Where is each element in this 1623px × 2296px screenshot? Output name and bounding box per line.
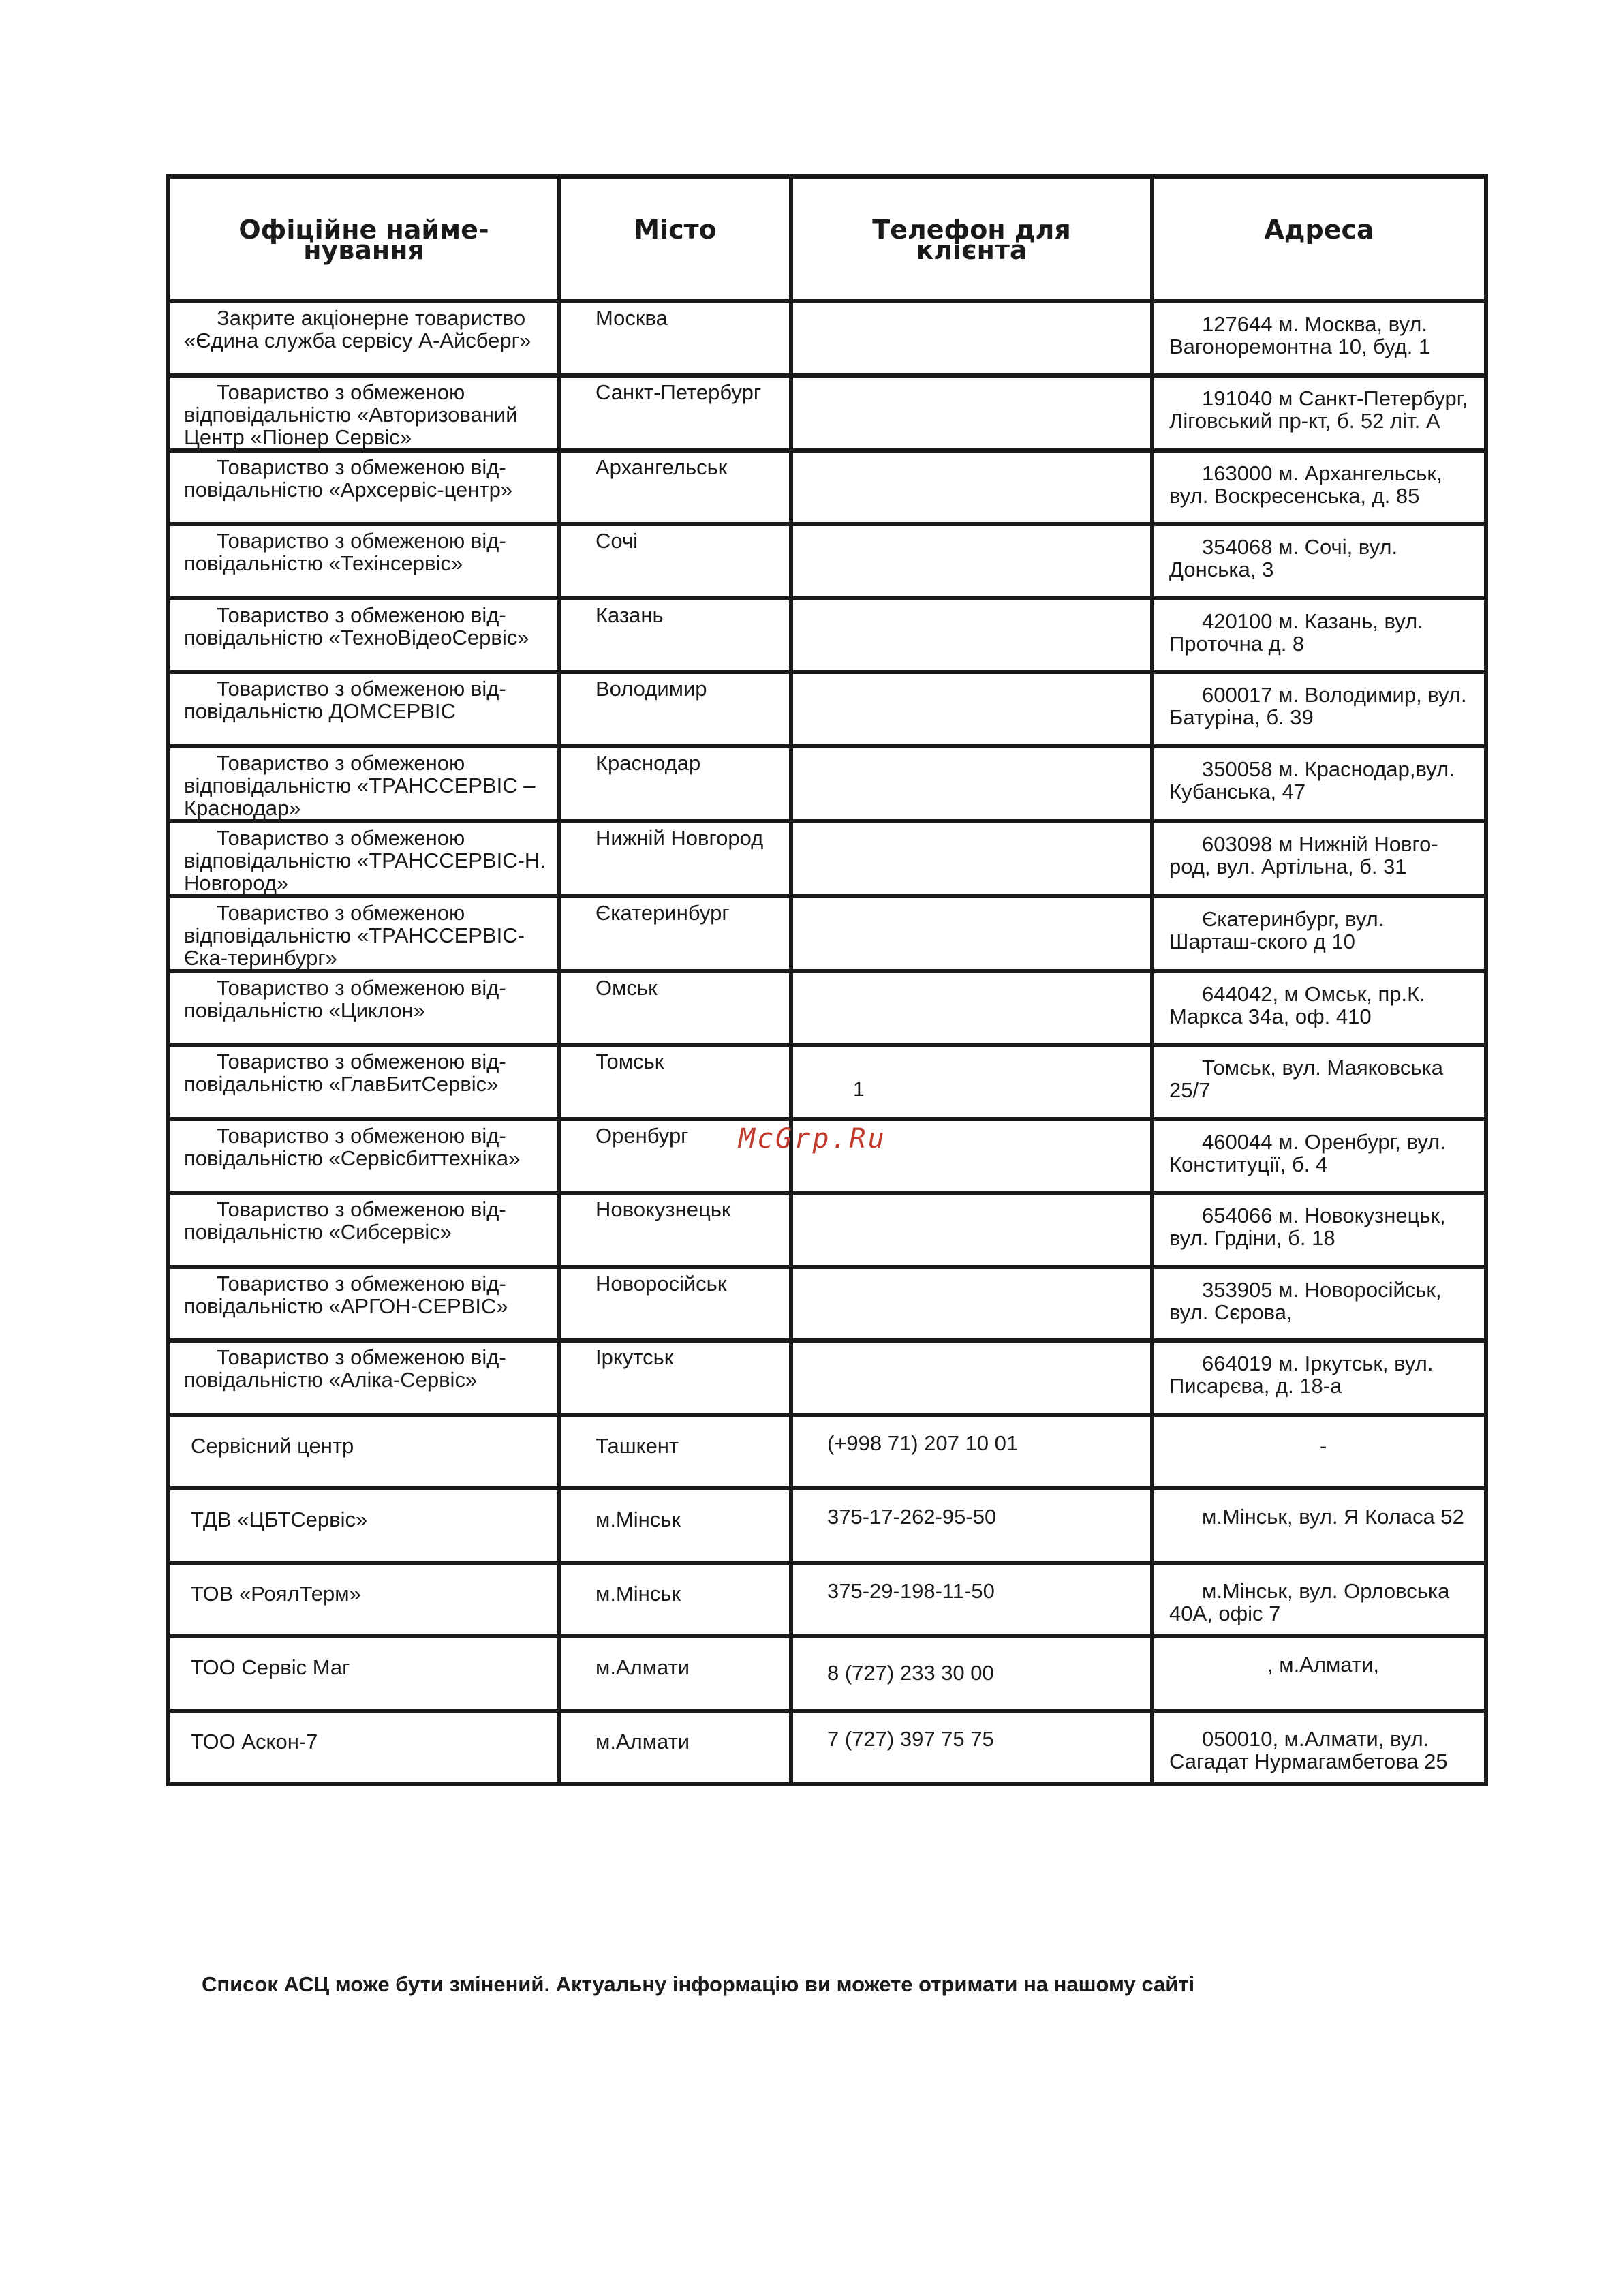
cell-phone: (+998 71) 207 10 01 xyxy=(791,1415,1152,1489)
cell-city: Архангельськ xyxy=(559,450,791,525)
cell-phone: 375-29-198-11-50 xyxy=(791,1563,1152,1637)
cell-phone xyxy=(791,524,1152,598)
cell-address: 600017 м. Володимир, вул. Батуріна, б. 39 xyxy=(1152,672,1486,746)
cell-address: 353905 м. Новоросійськ, вул. Сєрова, xyxy=(1152,1267,1486,1341)
table-row xyxy=(168,524,1486,598)
cell-address: 654066 м. Новокузнецьк, вул. Грдіни, б. 18 xyxy=(1152,1193,1486,1267)
table-row xyxy=(168,1488,1486,1563)
cell-name: Закрите акціонерне товариство «Єдина служба сервісу А-Айсберг» xyxy=(168,301,559,376)
cell-name: Товариство з обмеженою від-повідальністю «Техінсервіс» xyxy=(168,524,559,598)
cell-name: ТОО Сервіс Маг xyxy=(168,1636,559,1711)
cell-address: 191040 м Санкт-Петербург, Лiговський пр-кт, б. 52 лiт. А xyxy=(1152,376,1486,450)
cell-phone xyxy=(791,598,1152,673)
cell-name: Товариство з обмеженою від-повідальністю «Сервісбиттехніка» xyxy=(168,1119,559,1193)
cell-city: м.Алмати xyxy=(559,1636,791,1711)
table-row xyxy=(168,1267,1486,1341)
cell-address: 050010, м.Алмати, вул. Сагадат Нурмагамбетова 25 xyxy=(1152,1711,1486,1785)
cell-city: Іркутськ xyxy=(559,1341,791,1415)
header-phone: Телефон для клієнта xyxy=(791,177,1152,301)
header-name: Офіційне найме- нування xyxy=(168,177,559,301)
cell-address: м.Мінськ, вул. Я Коласа 52 xyxy=(1152,1488,1486,1563)
cell-phone xyxy=(791,1341,1152,1415)
service-centers-table xyxy=(166,174,1488,1786)
cell-city: м.Алмати xyxy=(559,1711,791,1785)
cell-phone xyxy=(791,301,1152,376)
cell-name: Товариство з обмеженою від-повідальністю «АРГОН-СЕРВІС» xyxy=(168,1267,559,1341)
cell-address: Томськ, вул. Маяковська 25/7 xyxy=(1152,1045,1486,1119)
cell-phone xyxy=(791,672,1152,746)
table-row xyxy=(168,1341,1486,1415)
cell-name: Товариство з обмеженою відповідальністю «ТРАНССЕРВІС-Єка-теринбург» xyxy=(168,896,559,971)
cell-name: Товариство з обмеженою від-повідальністю ДОМСЕРВІС xyxy=(168,672,559,746)
cell-name: Товариство з обмеженою від-повідальністю «Архсервіс-центр» xyxy=(168,450,559,525)
cell-address: 350058 м. Краснодар,вул. Кубанська, 47 xyxy=(1152,746,1486,821)
cell-name: ТОО Аскон-7 xyxy=(168,1711,559,1785)
cell-address: 163000 м. Архангельськ, вул. Воскресенська, д. 85 xyxy=(1152,450,1486,525)
table-body xyxy=(168,301,1486,1784)
cell-city: Казань xyxy=(559,598,791,673)
cell-address: 420100 м. Казань, вул. Проточна д. 8 xyxy=(1152,598,1486,673)
table-row xyxy=(168,301,1486,376)
cell-phone xyxy=(791,821,1152,896)
cell-address: 603098 м Нижній Новго-род, вул. Артільна, б. 31 xyxy=(1152,821,1486,896)
cell-address: Єкатеринбург, вул. Шарташ-ского д 10 xyxy=(1152,896,1486,971)
cell-city: Новокузнецьк xyxy=(559,1193,791,1267)
header-address: Адреса xyxy=(1152,177,1486,301)
table-row xyxy=(168,598,1486,673)
cell-phone xyxy=(791,450,1152,525)
cell-name: Товариство з обмеженою від-повідальністю «Циклон» xyxy=(168,971,559,1045)
cell-address: , м.Алмати, xyxy=(1152,1636,1486,1711)
cell-name: Товариство з обмеженою від-повідальністю «Сибсервіс» xyxy=(168,1193,559,1267)
table-row xyxy=(168,1415,1486,1489)
cell-phone xyxy=(791,896,1152,971)
cell-address: 354068 м. Сочі, вул. Донська, 3 xyxy=(1152,524,1486,598)
cell-city: м.Мінськ xyxy=(559,1488,791,1563)
table-row xyxy=(168,672,1486,746)
cell-address: 664019 м. Іркутськ, вул. Писарєва, д. 18-а xyxy=(1152,1341,1486,1415)
table-row xyxy=(168,1636,1486,1711)
cell-name: Товариство з обмеженою від-повідальністю «Аліка-Сервіс» xyxy=(168,1341,559,1415)
cell-phone xyxy=(791,746,1152,821)
cell-name: Товариство з обмеженою відповідальністю «ТРАНССЕРВІС-Н. Новгород» xyxy=(168,821,559,896)
cell-city: м.Мінськ xyxy=(559,1563,791,1637)
cell-phone: 375-17-262-95-50 xyxy=(791,1488,1152,1563)
table-row xyxy=(168,746,1486,821)
table-header xyxy=(168,177,1486,301)
cell-city: Москва xyxy=(559,301,791,376)
table-row xyxy=(168,1045,1486,1119)
table-row xyxy=(168,971,1486,1045)
cell-city: Томськ xyxy=(559,1045,791,1119)
cell-address: 644042, м Омськ, пр.К. Маркса 34а, оф. 410 xyxy=(1152,971,1486,1045)
cell-city: Санкт-Петербург xyxy=(559,376,791,450)
cell-address: 460044 м. Оренбург, вул. Конституції, б. 4 xyxy=(1152,1119,1486,1193)
cell-name: Товариство з обмеженою від-повідальністю «ТехноВідеоСервіс» xyxy=(168,598,559,673)
table-row xyxy=(168,1563,1486,1637)
header-city: Місто xyxy=(559,177,791,301)
table-row xyxy=(168,376,1486,450)
cell-city: Сочі xyxy=(559,524,791,598)
cell-phone: 7 (727) 397 75 75 xyxy=(791,1711,1152,1785)
cell-city: Ташкент xyxy=(559,1415,791,1489)
cell-city: Краснодар xyxy=(559,746,791,821)
cell-city: Єкатеринбург xyxy=(559,896,791,971)
table-row xyxy=(168,896,1486,971)
cell-address: 127644 м. Москва, вул. Вагоноремонтна 10, буд. 1 xyxy=(1152,301,1486,376)
cell-city: Нижній Новгород xyxy=(559,821,791,896)
cell-name: ТОВ «РоялТерм» xyxy=(168,1563,559,1637)
cell-name: Товариство з обмеженою відповідальністю «Авторизований Центр «Піонер Сервіс» xyxy=(168,376,559,450)
cell-phone xyxy=(791,1045,1152,1119)
cell-address: - xyxy=(1152,1415,1486,1489)
cell-name: ТДВ «ЦБТСервіс» xyxy=(168,1488,559,1563)
watermark: McGrp.Ru xyxy=(739,1123,886,1154)
page-number: 1 xyxy=(853,1078,865,1101)
cell-city: Оренбург xyxy=(559,1119,791,1193)
cell-phone xyxy=(791,1193,1152,1267)
cell-name: Сервісний центр xyxy=(168,1415,559,1489)
cell-phone: 8 (727) 233 30 00 xyxy=(791,1636,1152,1711)
table-row xyxy=(168,450,1486,525)
cell-city: Володимир xyxy=(559,672,791,746)
cell-phone xyxy=(791,971,1152,1045)
cell-phone xyxy=(791,1267,1152,1341)
cell-city: Новоросійськ xyxy=(559,1267,791,1341)
cell-city: Омськ xyxy=(559,971,791,1045)
cell-name: Товариство з обмеженою відповідальністю «ТРАНССЕРВІС – Краснодар» xyxy=(168,746,559,821)
cell-phone xyxy=(791,376,1152,450)
cell-address: м.Мінськ, вул. Орловська 40А, офіс 7 xyxy=(1152,1563,1486,1637)
footnote: Список АСЦ може бути змінений. Актуальну інформацію ви можете отримати на нашому сайті xyxy=(202,1972,1195,1996)
cell-name: Товариство з обмеженою від-повідальністю «ГлавБитСервіс» xyxy=(168,1045,559,1119)
table-row xyxy=(168,1193,1486,1267)
table-row xyxy=(168,821,1486,896)
table-row xyxy=(168,1711,1486,1785)
